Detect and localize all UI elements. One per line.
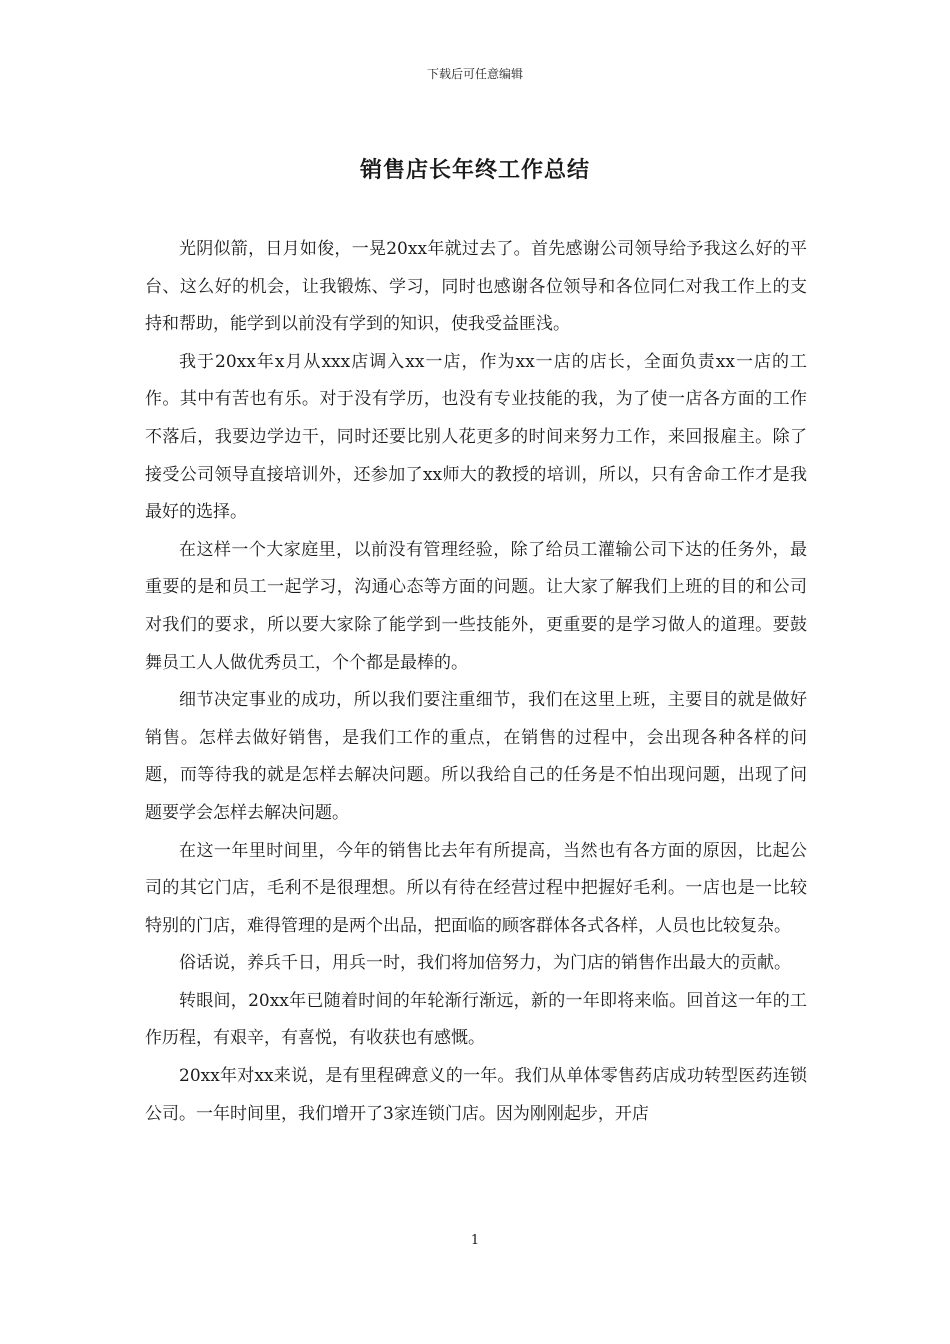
body-paragraph: 在这一年里时间里，今年的销售比去年有所提高，当然也有各方面的原因，比起公司的其它门店，毛利不是很理想。所以有待在经营过程中把握好毛利。一店也是一比较特别的门店，难得管理的是两个出品，把面临的顾客群体各式各样，人员也比较复杂。	[145, 840, 807, 936]
document-body	[145, 231, 807, 1133]
body-paragraph: 光阴似箭，日月如俊，一晃20xx年就过去了。首先感谢公司领导给予我这么好的平台、这么好的机会，让我锻炼、学习，同时也感谢各位领导和各位同仁对我工作上的支持和帮助，能学到以前没有学到的知识，使我受益匪浅。	[145, 239, 807, 335]
body-paragraph: 20xx年对xx来说，是有里程碑意义的一年。我们从单体零售药店成功转型医药连锁公司。一年时间里，我们增开了3家连锁门店。因为刚刚起步，开店	[145, 1066, 807, 1124]
body-paragraph: 细节决定事业的成功，所以我们要注重细节，我们在这里上班，主要目的就是做好销售。怎样去做好销售，是我们工作的重点，在销售的过程中，会出现各种各样的问题，而等待我的就是怎样去解决问题。所以我给自己的任务是不怕出现问题，出现了问题要学会怎样去解决问题。	[145, 690, 807, 823]
body-paragraph: 转眼间，20xx年已随着时间的年轮渐行渐远，新的一年即将来临。回首这一年的工作历程，有艰辛，有喜悦，有收获也有感慨。	[145, 990, 807, 1049]
page-number: 1	[470, 1233, 480, 1248]
body-paragraph: 在这样一个大家庭里，以前没有管理经验，除了给员工灌输公司下达的任务外，最重要的是和员工一起学习，沟通心态等方面的问题。让大家了解我们上班的目的和公司对我们的要求，所以要大家除了能学到一些技能外，更重要的是学习做人的道理。要鼓舞员工人人做优秀员工，个个都是最棒的。	[145, 539, 807, 673]
page-header-note: 下载后可任意编辑	[426, 67, 523, 81]
body-paragraph: 我于20xx年x月从xxx店调入xx一店，作为xx一店的店长，全面负责xx一店的工作。其中有苦也有乐。对于没有学历，也没有专业技能的我，为了使一店各方面的工作不落后，我要边学边干，同时还要比别人花更多的时间来努力工作，来回报雇主。除了接受公司领导直接培训外，还参加了xx师大的教授的培训，所以，只有舍命工作才是我最好的选择。	[145, 351, 807, 523]
document-title: 销售店长年终工作总结	[359, 157, 590, 183]
body-paragraph: 俗话说，养兵千日，用兵一时，我们将加倍努力，为门店的销售作出最大的贡献。	[179, 953, 791, 974]
